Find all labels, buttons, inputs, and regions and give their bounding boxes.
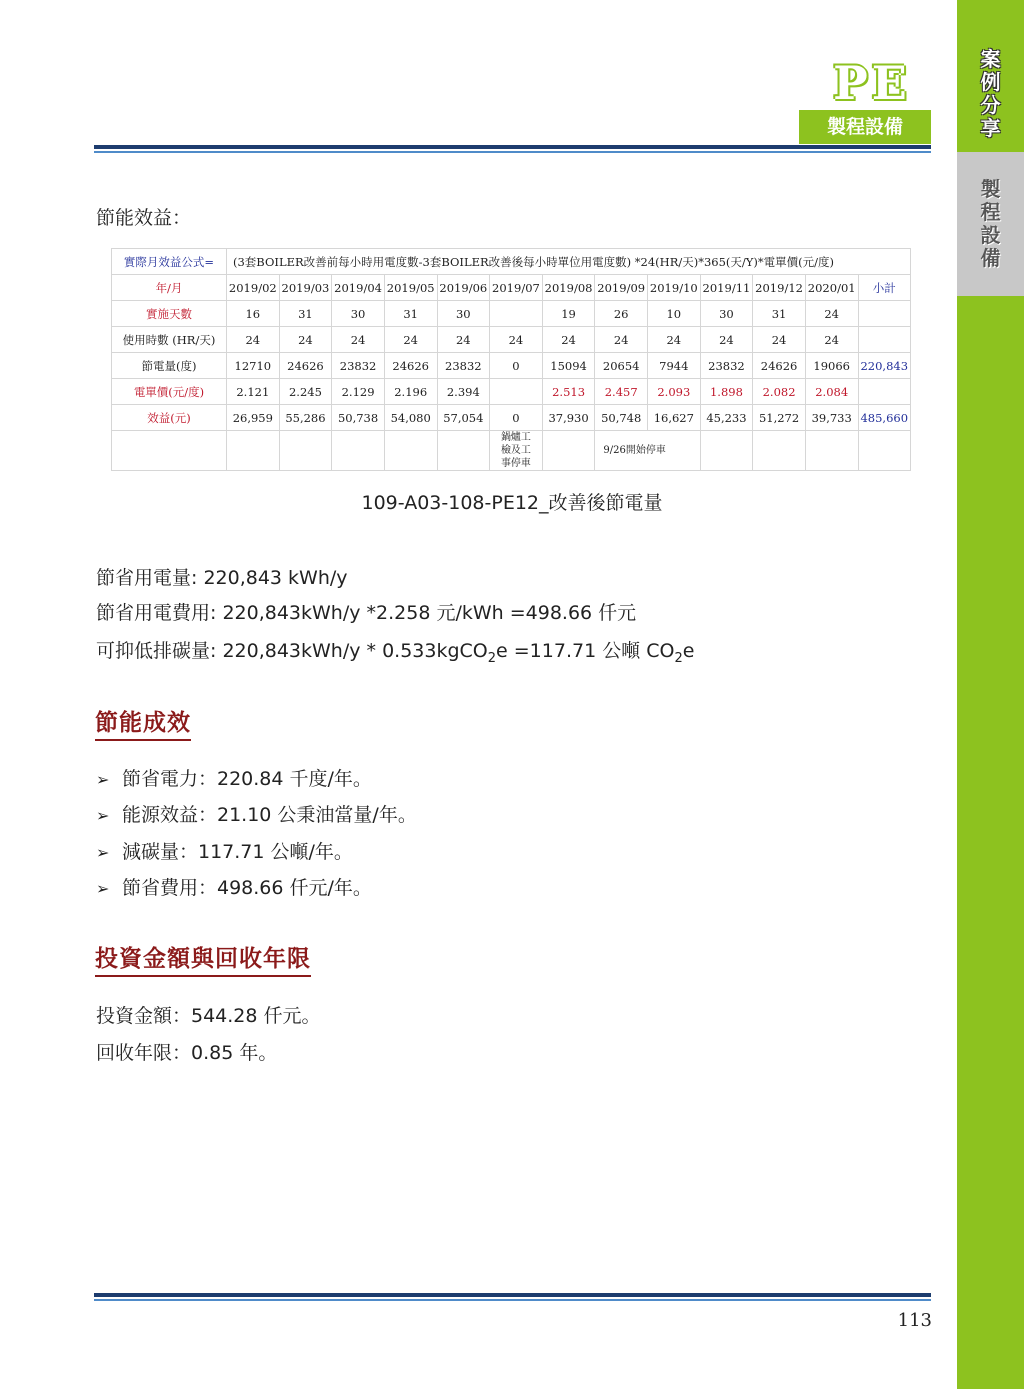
col-header: 2019/10 xyxy=(648,275,701,301)
note-september: 9/26開始停車 xyxy=(595,431,700,471)
page-number: 113 xyxy=(897,1310,932,1331)
col-header: 2019/06 xyxy=(437,275,490,301)
table-cell: 2.457 xyxy=(595,379,648,405)
table-cell: 24626 xyxy=(279,353,332,379)
result-bullet xyxy=(96,800,417,827)
note-cell xyxy=(700,431,753,471)
table-cell: 24 xyxy=(437,327,490,353)
table-cell: 20654 xyxy=(595,353,648,379)
table-cell: 2.082 xyxy=(753,379,806,405)
section-label: 節能效益： xyxy=(96,207,192,229)
row-label: 使用時數 (HR/天) xyxy=(112,327,227,353)
table-cell: 30 xyxy=(700,301,753,327)
table-cell xyxy=(490,379,543,405)
col-header: 2019/02 xyxy=(227,275,280,301)
col-header: 2020/01 xyxy=(805,275,858,301)
header-row xyxy=(112,275,911,301)
row-label: 節電量(度) xyxy=(112,353,227,379)
table-cell: 50,748 xyxy=(595,405,648,431)
table-cell: 24 xyxy=(805,301,858,327)
table-cell: 37,930 xyxy=(542,405,595,431)
table-cell: 39,733 xyxy=(805,405,858,431)
note-july: 鍋爐工 檢及工 事停車 xyxy=(490,431,543,471)
calc-carbon-pre: 可抑低排碳量: 220,843kWh/y * 0.533kgCO xyxy=(96,640,488,662)
table-cell: 2.245 xyxy=(279,379,332,405)
table-cell: 24626 xyxy=(384,353,437,379)
calc-saved-energy: 節省用電量: 220,843 kWh/y xyxy=(96,567,348,589)
table-cell: 30 xyxy=(332,301,385,327)
result-text: 能源效益：21.10 公秉油當量/年。 xyxy=(122,804,417,826)
table-row xyxy=(112,379,911,405)
table-cell: 2.129 xyxy=(332,379,385,405)
footer-rule xyxy=(94,1293,931,1297)
row-label: 實施天數 xyxy=(112,301,227,327)
table-cell: 57,054 xyxy=(437,405,490,431)
table-cell: 16,627 xyxy=(648,405,701,431)
table-cell: 2.394 xyxy=(437,379,490,405)
result-text: 節省費用：498.66 仟元/年。 xyxy=(122,877,372,899)
result-text: 節省電力：220.84 千度/年。 xyxy=(122,768,372,790)
table-cell: 2.084 xyxy=(805,379,858,405)
table-cell: 12710 xyxy=(227,353,280,379)
table-row xyxy=(112,405,911,431)
arrow-bullet-icon: ➢ xyxy=(96,806,110,825)
table-cell: 0 xyxy=(490,405,543,431)
table-cell: 26,959 xyxy=(227,405,280,431)
table-cell: 2.093 xyxy=(648,379,701,405)
table-cell: 19066 xyxy=(805,353,858,379)
note-row xyxy=(112,431,911,471)
note-cell xyxy=(279,431,332,471)
arrow-bullet-icon: ➢ xyxy=(96,770,110,789)
table-cell: 23832 xyxy=(700,353,753,379)
table-cell: 15094 xyxy=(542,353,595,379)
col-header: 2019/03 xyxy=(279,275,332,301)
table-cell: 24 xyxy=(279,327,332,353)
table-cell: 24626 xyxy=(753,353,806,379)
note-cell xyxy=(384,431,437,471)
table-cell: 2.196 xyxy=(384,379,437,405)
table-cell: 24 xyxy=(648,327,701,353)
col-header: 2019/09 xyxy=(595,275,648,301)
table-cell: 54,080 xyxy=(384,405,437,431)
calc-carbon xyxy=(96,636,694,666)
table-cell xyxy=(858,379,911,405)
col-header: 年/月 xyxy=(112,275,227,301)
calc-carbon-sub: 2 xyxy=(487,650,497,666)
formula-label: 實際月效益公式= xyxy=(112,249,227,275)
results-heading: 節能成效 xyxy=(95,704,191,741)
col-header: 小計 xyxy=(858,275,911,301)
header-rule xyxy=(94,145,931,149)
table-cell: 31 xyxy=(753,301,806,327)
note-cell xyxy=(112,431,227,471)
result-text: 減碳量：117.71 公噸/年。 xyxy=(122,841,353,863)
table-cell: 23832 xyxy=(437,353,490,379)
investment-heading: 投資金額與回收年限 xyxy=(95,940,311,977)
formula-row xyxy=(112,249,911,275)
col-header: 2019/08 xyxy=(542,275,595,301)
table-cell: 24 xyxy=(700,327,753,353)
note-cell xyxy=(542,431,595,471)
table-cell: 24 xyxy=(227,327,280,353)
table-cell: 1.898 xyxy=(700,379,753,405)
note-cell xyxy=(805,431,858,471)
table-cell: 45,233 xyxy=(700,405,753,431)
calc-carbon-end: e xyxy=(682,640,695,662)
table-cell xyxy=(858,327,911,353)
table-cell-subtotal: 220,843 xyxy=(858,353,911,379)
row-label: 電單價(元/度) xyxy=(112,379,227,405)
note-cell xyxy=(332,431,385,471)
sidebar-section-label: 製 程 設 備 xyxy=(980,177,1001,270)
table-cell: 19 xyxy=(542,301,595,327)
result-bullet xyxy=(96,873,372,900)
sidebar-chapter-label: 案 例 分 享 xyxy=(980,47,1001,140)
header-badge: 製程設備 xyxy=(799,110,931,144)
note-cell xyxy=(753,431,806,471)
table-cell: 51,272 xyxy=(753,405,806,431)
table-row xyxy=(112,353,911,379)
table-cell-subtotal: 485,660 xyxy=(858,405,911,431)
table-cell: 30 xyxy=(437,301,490,327)
col-header: 2019/07 xyxy=(490,275,543,301)
table-row xyxy=(112,327,911,353)
table-cell: 31 xyxy=(384,301,437,327)
table-cell: 50,738 xyxy=(332,405,385,431)
table-row xyxy=(112,301,911,327)
table-caption: 109-A03-108-PE12_改善後節電量 xyxy=(361,492,663,514)
table-cell: 0 xyxy=(490,353,543,379)
table-cell: 24 xyxy=(332,327,385,353)
col-header: 2019/04 xyxy=(332,275,385,301)
table-cell: 24 xyxy=(595,327,648,353)
note-cell xyxy=(227,431,280,471)
table-cell: 24 xyxy=(384,327,437,353)
footer-rule-thin xyxy=(94,1299,931,1301)
table-cell: 31 xyxy=(279,301,332,327)
pe-logo: PE xyxy=(833,56,911,110)
calc-saved-cost: 節省用電費用: 220,843kWh/y *2.258 元/kWh =498.66 仟元 xyxy=(96,602,637,624)
table-cell: 2.121 xyxy=(227,379,280,405)
col-header: 2019/11 xyxy=(700,275,753,301)
row-label: 效益(元) xyxy=(112,405,227,431)
formula-text: (3套BOILER改善前每小時用電度數-3套BOILER改善後每小時單位用電度數) *24(HR/天)*365(天/Y)*電單價(元/度) xyxy=(227,249,911,275)
investment-amount: 投資金額：544.28 仟元。 xyxy=(96,1005,321,1027)
col-header: 2019/05 xyxy=(384,275,437,301)
payback-period: 回收年限：0.85 年。 xyxy=(96,1042,278,1064)
arrow-bullet-icon: ➢ xyxy=(96,879,110,898)
table-cell: 24 xyxy=(542,327,595,353)
table-cell: 7944 xyxy=(648,353,701,379)
table-cell: 23832 xyxy=(332,353,385,379)
header-rule-thin xyxy=(94,151,931,153)
calc-carbon-sub2: 2 xyxy=(674,650,683,666)
arrow-bullet-icon: ➢ xyxy=(96,843,110,862)
table-cell: 24 xyxy=(805,327,858,353)
table-cell: 24 xyxy=(490,327,543,353)
table-cell: 24 xyxy=(753,327,806,353)
table-cell: 10 xyxy=(648,301,701,327)
table-cell xyxy=(490,301,543,327)
calc-carbon-mid: e =117.71 公噸 CO xyxy=(496,640,675,662)
result-bullet xyxy=(96,837,353,864)
table-cell xyxy=(858,301,911,327)
table-cell: 55,286 xyxy=(279,405,332,431)
table-cell: 2.513 xyxy=(542,379,595,405)
result-bullet xyxy=(96,764,372,791)
note-cell xyxy=(437,431,490,471)
table-cell: 16 xyxy=(227,301,280,327)
table-cell: 26 xyxy=(595,301,648,327)
note-cell xyxy=(858,431,911,471)
col-header: 2019/12 xyxy=(753,275,806,301)
savings-table xyxy=(111,248,911,471)
